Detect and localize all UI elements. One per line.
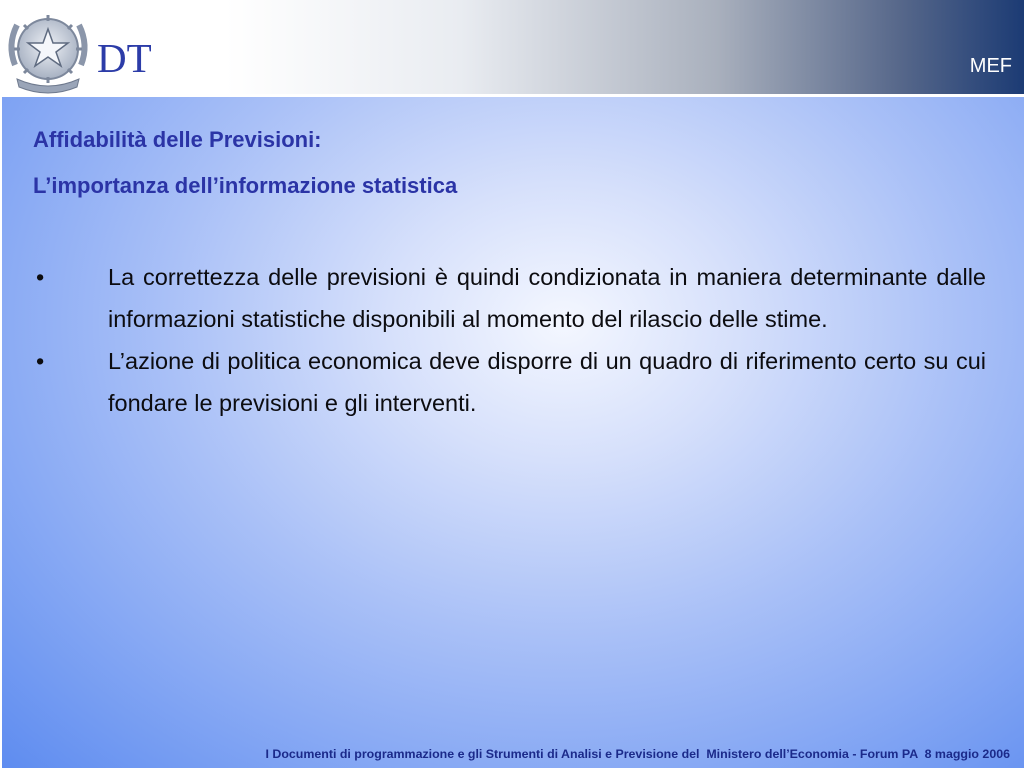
header-divider xyxy=(0,94,1024,97)
italian-republic-emblem-icon xyxy=(3,5,93,95)
bullet-marker: • xyxy=(36,348,45,374)
list-item xyxy=(36,340,986,424)
bullet-text: La correttezza delle previsioni è quindi condizionata in maniera determinante dalle informazioni statistiche disponibili al momento del rilascio delle stime. xyxy=(108,264,986,332)
list-item xyxy=(36,256,986,340)
bullet-list xyxy=(36,256,986,424)
bullet-marker: • xyxy=(36,264,45,290)
header-banner xyxy=(0,0,1024,94)
ministry-label: MEF xyxy=(969,55,1012,77)
bullet-text: L’azione di politica economica deve disporre di un quadro di riferimento certo su cui fondare le previsioni e gli interventi. xyxy=(108,348,986,416)
slide-subtitle: L’importanza dell’informazione statistica xyxy=(33,173,458,198)
left-border xyxy=(0,97,2,768)
slide-title: Affidabilità delle Previsioni: xyxy=(33,127,322,152)
brand-title: DT xyxy=(97,35,152,81)
slide-footer: I Documenti di programmazione e gli Strumenti di Analisi e Previsione del Ministero dell’Economia - Forum PA 8 maggio 2006 xyxy=(265,746,1010,761)
